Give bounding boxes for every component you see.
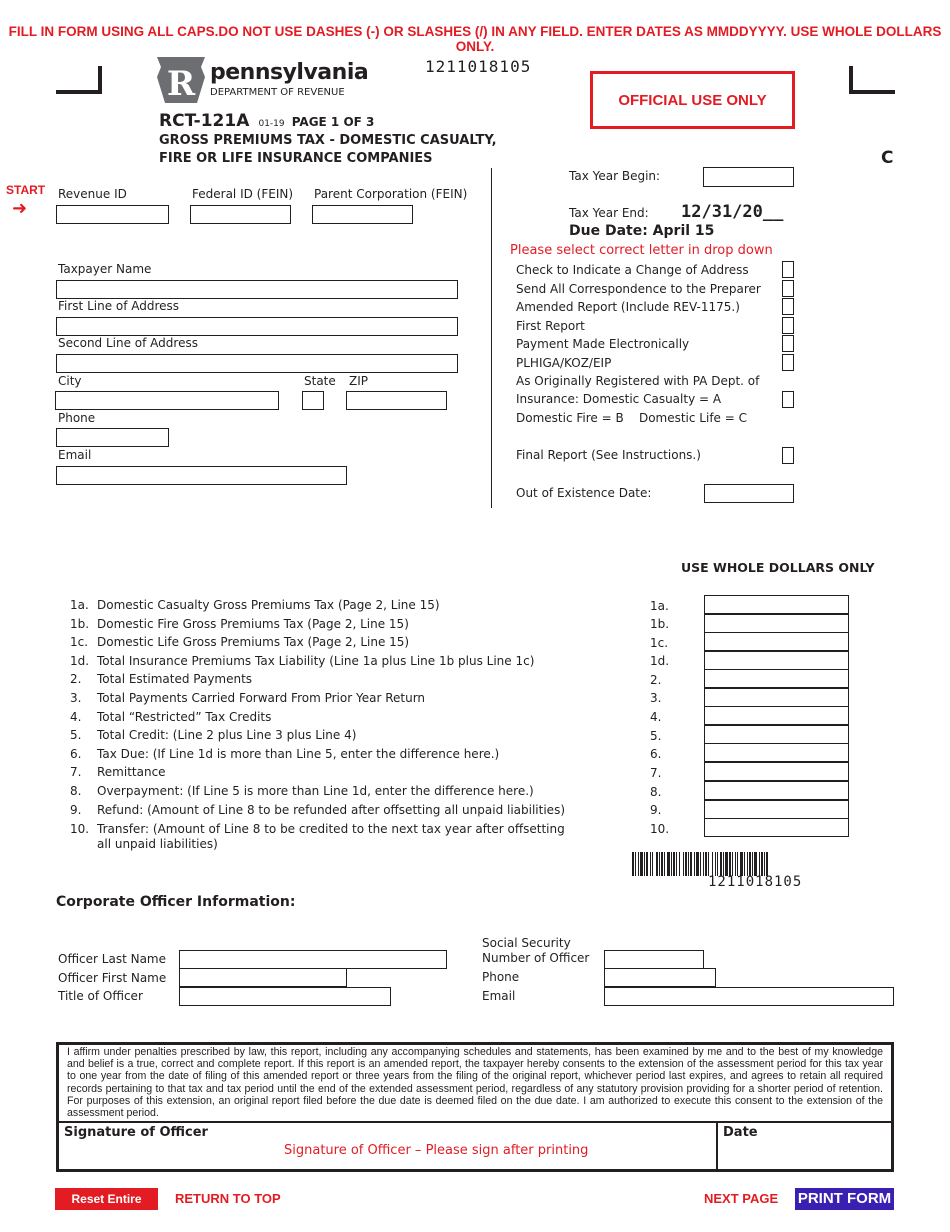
barcode xyxy=(632,852,894,876)
barcode-bar xyxy=(732,852,733,876)
federal-id-label: Federal ID (FEIN) xyxy=(192,187,294,201)
line-description: Refund: (Amount of Line 8 to be refunded after offsetting all unpaid liabilities) xyxy=(97,803,565,817)
return-to-top-link[interactable]: RETURN TO TOP xyxy=(175,1191,281,1206)
barcode-bar xyxy=(717,852,718,876)
line-description: Domestic Fire Gross Premiums Tax (Page 2, Line 15) xyxy=(97,617,409,631)
line-description: Total Payments Carried Forward From Prior Year Return xyxy=(97,691,426,705)
amended-report-label: Amended Report (Include REV-1175.) xyxy=(516,300,740,314)
start-label: START xyxy=(6,183,46,197)
line-ref: 3. xyxy=(650,691,662,705)
barcode-bar xyxy=(635,852,636,876)
change-address-checkbox[interactable] xyxy=(782,261,794,278)
barcode-bar xyxy=(712,852,713,876)
officer-first-name-label: Officer First Name xyxy=(58,971,167,985)
reset-form-button[interactable]: Reset Entire Form xyxy=(55,1188,158,1210)
officer-heading: Corporate Officer Information: xyxy=(56,894,296,910)
taxpayer-name-field[interactable] xyxy=(56,280,458,299)
officer-email-label: Email xyxy=(482,989,516,1003)
tax-year-begin-label: Tax Year Begin: xyxy=(569,169,661,183)
barcode-bar xyxy=(685,852,687,876)
barcode-bar xyxy=(690,852,692,876)
address1-label: First Line of Address xyxy=(58,299,180,313)
original-registration-label: As Originally Registered with PA Dept. of xyxy=(516,374,760,388)
barcode-bar xyxy=(646,852,648,876)
line-number: 10. xyxy=(70,822,90,836)
address1-field[interactable] xyxy=(56,317,458,336)
barcode-bar xyxy=(664,852,665,876)
line-description: Total Estimated Payments xyxy=(97,672,253,686)
official-use-box xyxy=(590,71,795,129)
keystone-logo-icon xyxy=(157,57,205,103)
address2-label: Second Line of Address xyxy=(58,336,198,350)
side-letter: C xyxy=(881,148,894,168)
barcode-bar xyxy=(667,852,670,876)
line-1c-amount[interactable] xyxy=(704,632,849,651)
first-report-checkbox[interactable] xyxy=(782,317,794,334)
line-description: Total Credit: (Line 2 plus Line 3 plus Line 4) xyxy=(97,728,357,742)
svg-text:R: R xyxy=(166,64,196,103)
line-ref: 6. xyxy=(650,747,662,761)
line-number: 6. xyxy=(70,747,82,761)
plhiga-checkbox[interactable] xyxy=(782,354,794,371)
line-ref: 9. xyxy=(650,803,662,817)
email-field[interactable] xyxy=(56,466,347,485)
barcode-bar xyxy=(735,852,736,876)
officer-phone-label: Phone xyxy=(482,970,520,984)
line-description-continued: all unpaid liabilities) xyxy=(97,837,218,851)
line-2-amount[interactable] xyxy=(704,669,849,688)
line-number: 4. xyxy=(70,710,82,724)
line-description: Overpayment: (If Line 5 is more than Line 1d, enter the difference here.) xyxy=(97,784,534,798)
state-field[interactable] xyxy=(302,391,324,410)
barcode-bar xyxy=(723,852,724,876)
barcode-bar xyxy=(749,852,751,876)
city-field[interactable] xyxy=(55,391,279,410)
barcode-bar xyxy=(661,852,663,876)
line-ref: 10. xyxy=(650,822,670,836)
instructions-banner: FILL IN FORM USING ALL CAPS.DO NOT USE DASHES (-) OR SLASHES (/) IN ANY FIELD. ENTER DATES AS MMDDYYYY. USE WHOLE DOLLARS ONLY. xyxy=(8,24,942,54)
line-description: Tax Due: (If Line 1d is more than Line 5, enter the difference here.) xyxy=(97,747,500,761)
barcode-bar xyxy=(759,852,760,876)
affirmation-block xyxy=(56,1042,894,1172)
line-number: 9. xyxy=(70,803,82,817)
barcode-bar xyxy=(744,852,745,876)
barcode-bar xyxy=(671,852,672,876)
fire-life-label: Domestic Fire = B Domestic Life = C xyxy=(516,411,747,425)
signature-divider xyxy=(59,1121,891,1123)
barcode-bar xyxy=(766,852,768,876)
form-title-line2: FIRE OR LIFE INSURANCE COMPANIES xyxy=(159,151,433,166)
official-use-label: OFFICIAL USE ONLY xyxy=(618,91,767,109)
barcode-bar xyxy=(650,852,651,876)
barcode-bar xyxy=(632,852,634,876)
line-1d-amount[interactable] xyxy=(704,651,849,670)
zip-label: ZIP xyxy=(349,374,368,388)
form-code: RCT-121A xyxy=(159,111,250,131)
plhiga-label: PLHIGA/KOZ/EIP xyxy=(516,356,612,370)
next-page-link[interactable]: NEXT PAGE xyxy=(704,1191,779,1206)
barcode-bar xyxy=(679,852,680,876)
line-ref: 1b. xyxy=(650,617,670,631)
line-description: Domestic Life Gross Premiums Tax (Page 2, Line 15) xyxy=(97,635,410,649)
officer-last-name-label: Officer Last Name xyxy=(58,952,166,966)
barcode-bar xyxy=(708,852,709,876)
officer-email-field[interactable] xyxy=(604,987,894,1006)
email-label: Email xyxy=(58,448,92,462)
officer-first-name-field[interactable] xyxy=(179,968,347,987)
line-number: 1c. xyxy=(70,635,89,649)
barcode-bar xyxy=(703,852,704,876)
officer-phone-field[interactable] xyxy=(604,968,716,987)
line-ref: 5. xyxy=(650,729,662,743)
date-field[interactable] xyxy=(721,1143,889,1171)
barcode-bar xyxy=(694,852,695,876)
barcode-bar xyxy=(737,852,738,876)
officer-title-field[interactable] xyxy=(179,987,391,1006)
tax-year-begin-field[interactable] xyxy=(703,167,794,187)
barcode-bar xyxy=(656,852,658,876)
line-ref: 2. xyxy=(650,673,662,687)
payment-electronic-label: Payment Made Electronically xyxy=(516,337,690,351)
insurance-type-dropdown[interactable] xyxy=(782,391,794,408)
start-arrow-icon: ➜ xyxy=(12,198,28,219)
tax-year-end-value: 12/31/20__ xyxy=(681,202,784,222)
final-report-checkbox[interactable] xyxy=(782,447,794,464)
first-report-label: First Report xyxy=(516,319,585,333)
tax-year-end-label: Tax Year End: xyxy=(569,206,649,220)
document-number: 1211018105 xyxy=(425,57,532,76)
line-1b-amount[interactable] xyxy=(704,614,849,633)
phone-label: Phone xyxy=(58,411,96,425)
due-date: Due Date: April 15 xyxy=(569,223,715,239)
barcode-bar xyxy=(683,852,684,876)
line-number: 1d. xyxy=(70,654,90,668)
line-number: 1b. xyxy=(70,617,90,631)
barcode-bar xyxy=(764,852,765,876)
officer-last-name-field[interactable] xyxy=(179,950,447,969)
out-of-existence-label: Out of Existence Date: xyxy=(516,486,652,500)
line-7-amount[interactable] xyxy=(704,762,849,781)
line-number: 3. xyxy=(70,691,82,705)
line-8-amount[interactable] xyxy=(704,781,849,800)
line-number: 1a. xyxy=(70,598,89,612)
line-number: 7. xyxy=(70,765,82,779)
parent-corp-field[interactable] xyxy=(312,205,413,224)
ssn-label-line2: Number of Officer xyxy=(482,951,590,965)
line-10-amount[interactable] xyxy=(704,818,849,837)
barcode-bar xyxy=(676,852,677,876)
final-report-label: Final Report (See Instructions.) xyxy=(516,448,701,462)
barcode-bar xyxy=(696,852,699,876)
send-correspondence-label: Send All Correspondence to the Preparer xyxy=(516,282,761,296)
barcode-bar xyxy=(705,852,707,876)
line-description: Total “Restricted” Tax Credits xyxy=(97,710,272,724)
date-label: Date xyxy=(723,1125,758,1140)
phone-field[interactable] xyxy=(56,428,169,447)
barcode-bar xyxy=(761,852,763,876)
logo-subtitle: DEPARTMENT OF REVENUE xyxy=(210,87,345,98)
line-1a-amount[interactable] xyxy=(704,595,849,614)
line-6-amount[interactable] xyxy=(704,743,849,762)
line-description: Domestic Casualty Gross Premiums Tax (Page 2, Line 15) xyxy=(97,598,440,612)
line-ref: 1c. xyxy=(650,636,669,650)
line-4-amount[interactable] xyxy=(704,706,849,725)
form-version: 01-19 xyxy=(258,119,285,129)
line-5-amount[interactable] xyxy=(704,725,849,744)
form-title-block xyxy=(159,111,374,131)
taxpayer-name-label: Taxpayer Name xyxy=(58,262,152,276)
barcode-number: 1211018105 xyxy=(708,874,803,890)
corner-mark-right xyxy=(849,66,895,94)
revenue-id-field[interactable] xyxy=(56,205,169,224)
section-divider xyxy=(491,168,492,508)
barcode-bar xyxy=(673,852,675,876)
barcode-bar xyxy=(720,852,722,876)
barcode-bar xyxy=(754,852,757,876)
barcode-bar xyxy=(644,852,645,876)
logo-name: pennsylvania xyxy=(210,60,369,85)
line-number: 2. xyxy=(70,672,82,686)
barcode-bar xyxy=(715,852,716,876)
date-divider xyxy=(716,1121,718,1169)
print-form-button[interactable]: PRINT FORM xyxy=(795,1188,894,1210)
corner-mark-left xyxy=(56,66,102,94)
barcode-bar xyxy=(700,852,701,876)
whole-dollars-heading: USE WHOLE DOLLARS ONLY xyxy=(681,560,875,575)
line-ref: 4. xyxy=(650,710,662,724)
barcode-bar xyxy=(688,852,689,876)
barcode-bar xyxy=(747,852,748,876)
select-letter-note: Please select correct letter in drop down xyxy=(510,243,773,258)
page-label: PAGE 1 OF 3 xyxy=(291,115,375,129)
parent-corp-label: Parent Corporation (FEIN) xyxy=(314,187,468,201)
line-ref: 1a. xyxy=(650,599,669,613)
revenue-id-label: Revenue ID xyxy=(58,187,127,201)
barcode-bar xyxy=(640,852,643,876)
address2-field[interactable] xyxy=(56,354,458,373)
out-of-existence-field[interactable] xyxy=(704,484,794,503)
line-description: Transfer: (Amount of Line 8 to be credited to the next tax year after offsetting xyxy=(97,822,565,836)
barcode-bar xyxy=(638,852,639,876)
line-9-amount[interactable] xyxy=(704,800,849,819)
barcode-bar xyxy=(725,852,728,876)
ssn-label-line1: Social Security xyxy=(482,936,571,950)
city-label: City xyxy=(58,374,82,388)
insurance-type-label: Insurance: Domestic Casualty = A xyxy=(516,392,722,406)
affirmation-text: I affirm under penalties prescribed by law, this report, including any accompanying schedules and statements, has been examined by me and to the best of my knowledge and belief is a true, correct and complete report. If this report is an amended report, the taxpayer hereby consents to the extension of the assessment period for this tax year to one year from the date of filing of this amended report or three years from the filing of the original report, whichever period last expires, and agrees to retain all required records pertaining to that tax and tax period until the end of the extended assessment period, regardless of any statutory provision providing for a shorter period of retention. For purposes of this extension, an original report filed before the due date is deemed filed on the due date. I am authorized to execute this consent to the extension of the assessment period. xyxy=(67,1046,883,1120)
signature-label: Signature of Officer xyxy=(64,1125,208,1140)
line-ref: 8. xyxy=(650,785,662,799)
barcode-bar xyxy=(652,852,653,876)
send-correspondence-checkbox[interactable] xyxy=(782,280,794,297)
line-description: Total Insurance Premiums Tax Liability (Line 1a plus Line 1b plus Line 1c) xyxy=(97,654,535,668)
line-ref: 1d. xyxy=(650,654,670,668)
amended-report-checkbox[interactable] xyxy=(782,298,794,315)
barcode-bar xyxy=(729,852,731,876)
line-3-amount[interactable] xyxy=(704,688,849,707)
line-number: 8. xyxy=(70,784,82,798)
ssn-field[interactable] xyxy=(604,950,704,969)
line-ref: 7. xyxy=(650,766,662,780)
officer-title-label: Title of Officer xyxy=(58,989,143,1003)
federal-id-field[interactable] xyxy=(190,205,291,224)
form-title-line1: GROSS PREMIUMS TAX - DOMESTIC CASUALTY, xyxy=(159,133,497,148)
signature-field[interactable]: Signature of Officer – Please sign after printing xyxy=(284,1143,589,1158)
barcode-bar xyxy=(752,852,753,876)
barcode-bar xyxy=(659,852,660,876)
state-label: State xyxy=(304,374,336,388)
change-address-label: Check to Indicate a Change of Address xyxy=(516,263,749,277)
line-number: 5. xyxy=(70,728,82,742)
barcode-bar xyxy=(740,852,743,876)
zip-field[interactable] xyxy=(346,391,447,410)
line-description: Remittance xyxy=(97,765,166,779)
payment-electronic-checkbox[interactable] xyxy=(782,335,794,352)
